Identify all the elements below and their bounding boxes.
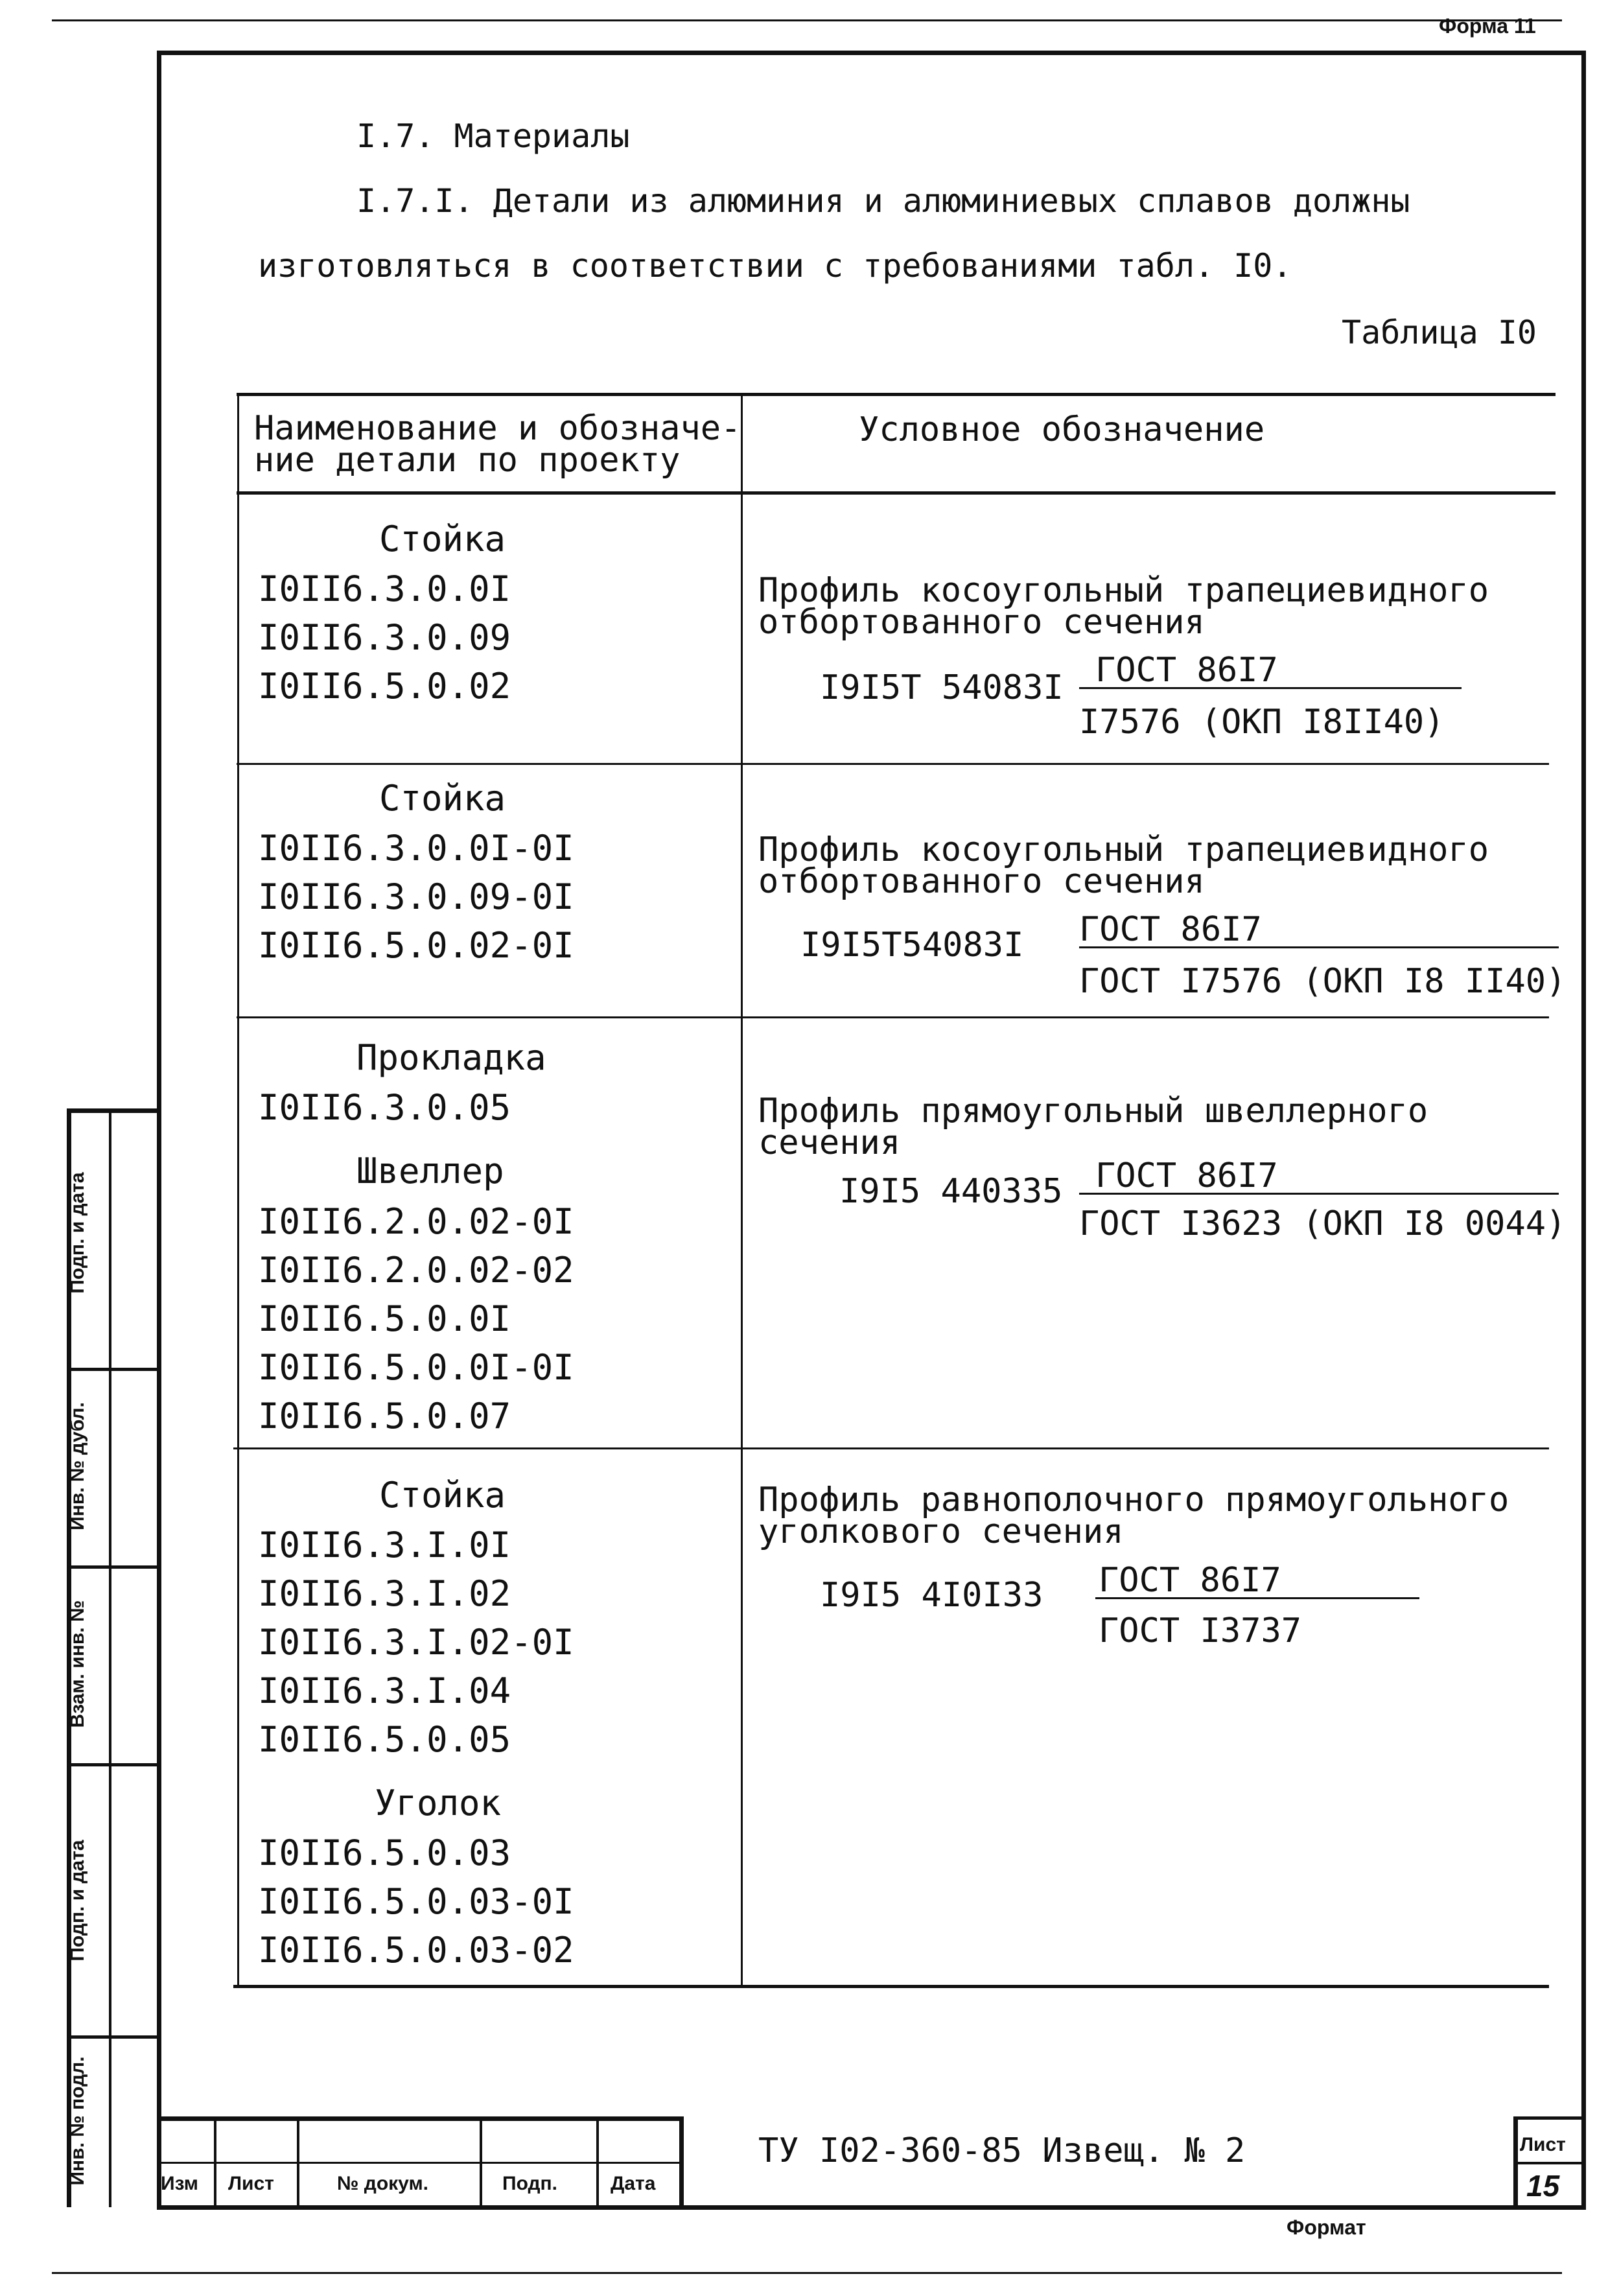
tb-sheet-top	[1513, 2116, 1585, 2120]
row2-numerator: ГОСТ 86I7	[1079, 910, 1262, 949]
frame-left	[157, 51, 161, 2209]
title-block-top	[157, 2116, 682, 2121]
table-mid-line	[741, 393, 743, 1987]
side-strip-sep-3	[67, 1763, 161, 1766]
form-label: Форма 11	[1439, 14, 1536, 38]
side-strip-top	[67, 1108, 161, 1113]
row1-part-3: I0II6.5.0.02	[258, 666, 511, 707]
tb-col-doc: № докум.	[337, 2173, 428, 2194]
row4-denominator: ГОСТ I3737	[1099, 1611, 1302, 1650]
row4-part-7: I0II6.5.0.03	[258, 1833, 511, 1873]
row4-part-3: I0II6.3.I.02-0I	[258, 1622, 574, 1663]
bottom-border-line	[52, 2272, 1562, 2274]
row-divider-2	[237, 1016, 1549, 1018]
row4-desc-1: Профиль равнополочного прямоугольного	[758, 1481, 1509, 1519]
tb-col-1	[214, 2116, 216, 2207]
row1-part-0: Стойка	[379, 519, 506, 559]
row4-part-5: I0II6.5.0.05	[258, 1719, 511, 1760]
row4-part-0: Стойка	[379, 1475, 506, 1516]
side-label-3: Взам. инв. №	[67, 1600, 88, 1728]
row3-part-4: I0II6.2.0.02-02	[258, 1250, 574, 1291]
row2-part-2: I0II6.3.0.09-0I	[258, 876, 574, 917]
tb-col-4	[596, 2116, 599, 2207]
side-label-2: Инв. № дубл.	[67, 1402, 88, 1530]
row2-denominator: ГОСТ I7576 (ОКП I8 II40)	[1079, 962, 1567, 1001]
row3-part-2: Швеллер	[356, 1151, 504, 1191]
row3-desc-1: Профиль прямоугольный швеллерного	[758, 1092, 1428, 1130]
paragraph-line-1: I.7.I. Детали из алюминия и алюминиевых сплавов должны	[356, 182, 1410, 220]
side-strip-mid	[109, 1108, 111, 2207]
row4-desc-2: уголкового сечения	[758, 1512, 1124, 1551]
row4-part-2: I0II6.3.I.02	[258, 1573, 511, 1614]
header-col2: Условное обозначение	[859, 410, 1265, 449]
row2-desc-2: отбортованного сечения	[758, 862, 1205, 901]
row2-desc-1: Профиль косоугольный трапециевидного	[758, 830, 1489, 869]
row1-desc-2: отбортованного сечения	[758, 603, 1205, 642]
row2-part-0: Стойка	[379, 778, 506, 819]
row4-part-9: I0II6.5.0.03-02	[258, 1930, 574, 1971]
row3-denominator: ГОСТ I3623 (ОКП I8 0044)	[1079, 1204, 1567, 1243]
row3-part-3: I0II6.2.0.02-0I	[258, 1201, 574, 1242]
row4-fraction-bar	[1095, 1597, 1419, 1599]
row3-part-6: I0II6.5.0.0I-0I	[258, 1347, 574, 1388]
doc-id: ТУ I02-360-85 Извещ. № 2	[758, 2131, 1246, 2170]
section-title: I.7. Материалы	[356, 117, 630, 155]
tb-col-5	[679, 2116, 684, 2207]
row3-numerator: ГОСТ 86I7	[1095, 1156, 1278, 1195]
row4-part-1: I0II6.3.I.0I	[258, 1525, 511, 1565]
tb-sheet-mid	[1513, 2162, 1585, 2164]
side-label-5: Инв. № подл.	[67, 2056, 88, 2186]
table-left-line	[237, 393, 239, 1987]
frame-top	[159, 51, 1585, 55]
row3-part-0: Прокладка	[356, 1037, 546, 1078]
table-caption: Таблица I0	[1342, 314, 1537, 351]
row2-part-1: I0II6.3.0.0I-0I	[258, 828, 574, 869]
row2-code: I9I5T54083I	[800, 926, 1024, 965]
header-col1-line2: ние детали по проекту	[254, 441, 681, 480]
frame-right	[1581, 51, 1586, 2209]
tb-col-2	[297, 2116, 299, 2207]
tb-col-3	[480, 2116, 482, 2207]
table-bottom-line	[233, 1985, 1549, 1988]
tb-col-date: Дата	[611, 2173, 656, 2194]
row2-fraction-bar	[1079, 946, 1559, 948]
row4-part-6: Уголок	[375, 1783, 502, 1823]
tb-col-podp: Подп.	[502, 2173, 557, 2194]
top-border-line	[52, 19, 1562, 21]
format-label: Формат	[1287, 2216, 1366, 2239]
row4-code: I9I5 4I0I33	[820, 1576, 1043, 1615]
row1-desc-1: Профиль косоугольный трапециевидного	[758, 571, 1489, 610]
paragraph-line-2: изготовляться в соответствии с требованиями табл. I0.	[258, 247, 1292, 285]
frame-bottom	[157, 2205, 1586, 2210]
row-divider-1	[237, 763, 1549, 765]
tb-col-list: Лист	[228, 2173, 274, 2194]
row3-part-7: I0II6.5.0.07	[258, 1396, 511, 1436]
row1-denominator: I7576 (ОКП I8II40)	[1079, 703, 1445, 742]
table-header-line	[237, 491, 1556, 495]
tb-col-izm: Изм	[161, 2173, 198, 2194]
header-col1-line1: Наименование и обозначе-	[254, 409, 741, 448]
row3-code: I9I5 440335	[839, 1172, 1063, 1211]
row1-numerator: ГОСТ 86I7	[1095, 651, 1278, 690]
title-block-row-line	[157, 2162, 682, 2164]
side-label-1: Подп. и дата	[67, 1172, 88, 1294]
row1-fraction-bar	[1079, 687, 1462, 689]
row1-code: I9I5T 54083I	[820, 668, 1064, 707]
side-label-4: Подп. и дата	[67, 1840, 88, 1962]
table-top-line	[237, 393, 1556, 396]
row4-part-8: I0II6.5.0.03-0I	[258, 1881, 574, 1922]
row4-numerator: ГОСТ 86I7	[1099, 1561, 1281, 1600]
row3-fraction-bar	[1079, 1193, 1559, 1195]
row2-part-3: I0II6.5.0.02-0I	[258, 925, 574, 966]
sheet-label: Лист	[1520, 2134, 1566, 2155]
row1-part-1: I0II6.3.0.0I	[258, 568, 511, 609]
row4-part-4: I0II6.3.I.04	[258, 1670, 511, 1711]
row3-part-1: I0II6.3.0.05	[258, 1087, 511, 1128]
row-divider-3	[233, 1447, 1549, 1449]
row1-part-2: I0II6.3.0.09	[258, 617, 511, 658]
sheet-number: 15	[1526, 2169, 1560, 2203]
row3-part-5: I0II6.5.0.0I	[258, 1298, 511, 1339]
row3-desc-2: сечения	[758, 1123, 901, 1162]
